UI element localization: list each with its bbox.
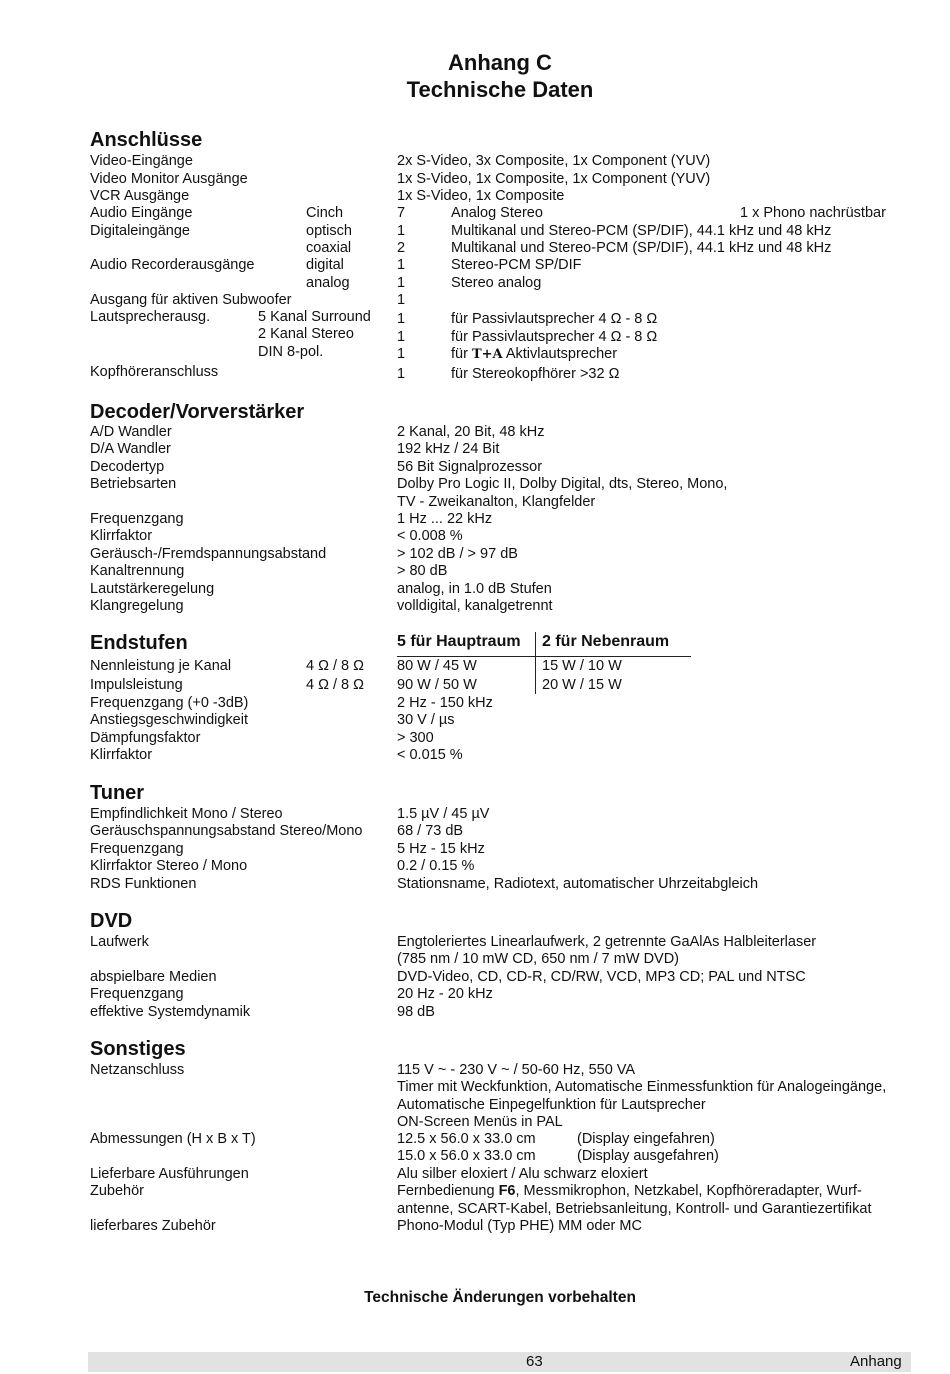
spec-label: Dämpfungsfaktor: [90, 730, 201, 746]
ls-num-3: 1: [397, 346, 406, 362]
spec-label: Frequenzgang: [90, 986, 184, 1003]
lautsprecher-label: Lautsprecherausg.: [90, 309, 211, 325]
spec-value: Stationsname, Radiotext, automatischer Uhrzeitabgleich: [397, 875, 759, 892]
section-endstufen: Endstufen: [90, 632, 188, 654]
spec-count: 1: [397, 292, 406, 308]
spec-value: 192 kHz / 24 Bit: [397, 441, 500, 458]
spec-count: 7: [397, 205, 406, 221]
ausfuehrungen-label: Lieferbare Ausführungen: [90, 1166, 249, 1182]
spec-value: Dolby Pro Logic II, Dolby Digital, dts, Stereo, Mono,: [397, 476, 728, 493]
spec-count: 1: [397, 275, 406, 291]
lieferbares-zubehoer-label: lieferbares Zubehör: [90, 1218, 216, 1234]
ta-brand-logo: T+A: [471, 347, 503, 362]
spec-label: Klirrfaktor Stereo / Mono: [90, 858, 248, 875]
ls-sub-2: 2 Kanal Stereo: [258, 326, 354, 342]
spec-value-hauptraum: 80 W / 45 W: [397, 658, 477, 674]
spec-value: 1x S-Video, 1x Composite, 1x Component (YUV): [397, 171, 711, 187]
spec-value: Stereo-PCM SP/DIF: [451, 257, 582, 273]
spec-value: > 102 dB / > 97 dB: [397, 545, 518, 562]
zubehoer-val: Fernbedienung F6, Messmikrophon, Netzkabel, Kopfhöreradapter, Wurf-: [397, 1183, 862, 1199]
spec-label: Klangregelung: [90, 598, 184, 614]
spec-extra: 1 x Phono nachrüstbar: [740, 205, 886, 221]
spec-label: A/D Wandler: [90, 424, 172, 440]
spec-label: Geräusch-/Fremdspannungsabstand: [90, 545, 327, 562]
spec-label: Nennleistung je Kanal: [90, 658, 232, 674]
page-title-line1: Anhang C: [448, 50, 552, 75]
spec-sub: optisch: [306, 223, 352, 239]
spec-label: Klirrfaktor: [90, 528, 153, 545]
spec-value: < 0.008 %: [397, 528, 463, 545]
spec-label: Video Monitor Ausgänge: [90, 171, 248, 187]
spec-value: 68 / 73 dB: [397, 823, 464, 840]
netz-line-2: Timer mit Weckfunktion, Automatische Einmessfunktion für Analogeingänge,: [397, 1079, 887, 1095]
spec-label: Lautstärkeregelung: [90, 580, 215, 597]
spec-sub: coaxial: [306, 240, 352, 256]
ausfuehrungen-val: Alu silber eloxiert / Alu schwarz eloxiert: [397, 1166, 648, 1182]
spec-label: Audio Recorderausgänge: [90, 257, 255, 273]
spec-value: Multikanal und Stereo-PCM (SP/DIF), 44.1 kHz und 48 kHz: [451, 223, 832, 239]
spec-value-nebenraum: 20 W / 15 W: [542, 677, 622, 693]
spec-value: Engtoleriertes Linearlaufwerk, 2 getrennte GaAlAs Halbleiterlaser: [397, 934, 817, 950]
spec-value-cont: (785 nm / 10 mW CD, 650 nm / 7 mW DVD): [397, 951, 680, 968]
abmessungen-1: 12.5 x 56.0 x 33.0 cm: [397, 1131, 536, 1147]
ls-val-1: für Passivlautsprecher 4 Ω - 8 Ω: [451, 311, 658, 327]
spec-count: 1: [397, 257, 406, 273]
abmessungen-2: 15.0 x 56.0 x 33.0 cm: [397, 1148, 536, 1164]
spec-label: effektive Systemdynamik: [90, 1003, 251, 1020]
netz-line-1: 115 V ~ - 230 V ~ / 50-60 Hz, 550 VA: [397, 1062, 636, 1078]
spec-label: Empfindlichkeit Mono / Stereo: [90, 806, 283, 822]
ls-num-1: 1: [397, 311, 406, 327]
lieferbares-zubehoer-val: Phono-Modul (Typ PHE) MM oder MC: [397, 1218, 642, 1234]
spec-count: 1: [397, 223, 406, 239]
remote-model: F6: [498, 1183, 516, 1199]
spec-value-nebenraum: 15 W / 10 W: [542, 658, 622, 674]
spec-value: 5 Hz - 15 kHz: [397, 840, 485, 857]
spec-sub: digital: [306, 257, 344, 273]
endstufen-header-rule: [397, 656, 691, 657]
spec-value: 56 Bit Signalprozessor: [397, 458, 543, 475]
endstufen-column-divider: [535, 632, 536, 694]
abmessungen-2-note: (Display ausgefahren): [577, 1148, 719, 1164]
spec-value: 2 Kanal, 20 Bit, 48 kHz: [397, 424, 545, 440]
spec-label: Betriebsarten: [90, 476, 177, 493]
spec-value-hauptraum: < 0.015 %: [397, 747, 463, 763]
spec-value: 1 Hz ... 22 kHz: [397, 511, 493, 527]
spec-label: RDS Funktionen: [90, 875, 197, 892]
spec-label: Frequenzgang: [90, 840, 184, 857]
zubehoer-label: Zubehör: [90, 1183, 145, 1199]
section-anschluesse: Anschlüsse: [90, 129, 203, 151]
spec-count: 2: [397, 240, 406, 256]
ls-val-2: für Passivlautsprecher 4 Ω - 8 Ω: [451, 329, 658, 345]
abmessungen-1-note: (Display eingefahren): [577, 1131, 715, 1147]
spec-value-hauptraum: 2 Hz - 150 kHz: [397, 695, 493, 711]
endstufen-head-hauptraum: 5 für Hauptraum: [397, 633, 521, 650]
changes-note: Technische Änderungen vorbehalten: [364, 1289, 636, 1306]
spec-sub: analog: [306, 275, 350, 291]
ls-num-2: 1: [397, 329, 406, 345]
spec-value: 1x S-Video, 1x Composite: [397, 188, 565, 204]
kopfhoerer-label: Kopfhöreranschluss: [90, 364, 219, 380]
spec-label: Anstiegsgeschwindigkeit: [90, 712, 248, 728]
zubehoer-val-2: antenne, SCART-Kabel, Betriebsanleitung, Kontroll- und Garantiezertifikat: [397, 1201, 872, 1217]
spec-value: Analog Stereo: [451, 205, 543, 221]
section-decoder: Decoder/Vorverstärker: [90, 401, 305, 423]
spec-label: Frequenzgang (+0 -3dB): [90, 695, 249, 711]
spec-sub: 4 Ω / 8 Ω: [306, 658, 364, 674]
spec-label: Laufwerk: [90, 934, 149, 950]
spec-value: 2x S-Video, 3x Composite, 1x Component (YUV): [397, 153, 711, 169]
spec-value: 0.2 / 0.15 %: [397, 858, 475, 875]
netz-label: Netzanschluss: [90, 1062, 185, 1078]
ls-sub-3: DIN 8-pol.: [258, 344, 324, 360]
spec-label: D/A Wandler: [90, 441, 171, 458]
spec-label: Geräuschspannungsabstand Stereo/Mono: [90, 823, 363, 840]
spec-value-hauptraum: 90 W / 50 W: [397, 677, 477, 693]
spec-value: 98 dB: [397, 1003, 435, 1020]
spec-value: DVD-Video, CD, CD-R, CD/RW, VCD, MP3 CD; PAL und NTSC: [397, 968, 806, 985]
spec-value: Multikanal und Stereo-PCM (SP/DIF), 44.1 kHz und 48 kHz: [451, 240, 832, 256]
section-dvd: DVD: [90, 910, 133, 932]
spec-label: Decodertyp: [90, 458, 165, 475]
section-tuner: Tuner: [90, 782, 145, 804]
section-sonstiges: Sonstiges: [90, 1038, 186, 1060]
spec-value: > 80 dB: [397, 563, 448, 580]
spec-value-hauptraum: 30 V / µs: [397, 712, 455, 728]
netz-line-3: Automatische Einpegelfunktion für Lautsprecher: [397, 1097, 706, 1113]
spec-value-cont: TV - Zweikanalton, Klangfelder: [397, 493, 596, 510]
ls-sub-1: 5 Kanal Surround: [258, 309, 371, 325]
spec-label: Frequenzgang: [90, 511, 184, 527]
spec-value-hauptraum: > 300: [397, 730, 434, 746]
spec-label: VCR Ausgänge: [90, 188, 190, 204]
spec-label: Klirrfaktor: [90, 747, 153, 763]
spec-label: Video-Eingänge: [90, 153, 193, 169]
spec-label: Ausgang für aktiven Subwoofer: [90, 292, 292, 308]
spec-label: abspielbare Medien: [90, 968, 217, 985]
footer-bar: [88, 1352, 911, 1372]
footer-section: Anhang: [850, 1353, 902, 1370]
ls-val-3: für T+A Aktivlautsprecher: [451, 346, 618, 362]
page-number: 63: [526, 1353, 543, 1370]
kopfhoerer-num: 1: [397, 366, 406, 382]
endstufen-head-nebenraum: 2 für Nebenraum: [542, 633, 670, 650]
spec-sub: Cinch: [306, 205, 344, 221]
abmessungen-label: Abmessungen (H x B x T): [90, 1131, 256, 1147]
spec-value: volldigital, kanalgetrennt: [397, 598, 553, 614]
spec-label: Impulsleistung: [90, 677, 183, 693]
kopfhoerer-val: für Stereokopfhörer >32 Ω: [451, 366, 620, 382]
page-title-line2: Technische Daten: [406, 77, 594, 102]
spec-label: Audio Eingänge: [90, 205, 193, 221]
spec-sub: 4 Ω / 8 Ω: [306, 677, 364, 693]
spec-value: Stereo analog: [451, 275, 542, 291]
spec-value: 20 Hz - 20 kHz: [397, 986, 493, 1003]
spec-value: 1.5 µV / 45 µV: [397, 806, 490, 822]
spec-value: analog, in 1.0 dB Stufen: [397, 580, 552, 597]
spec-label: Digitaleingänge: [90, 223, 190, 239]
netz-line-4: ON-Screen Menüs in PAL: [397, 1114, 563, 1130]
spec-label: Kanaltrennung: [90, 563, 185, 580]
